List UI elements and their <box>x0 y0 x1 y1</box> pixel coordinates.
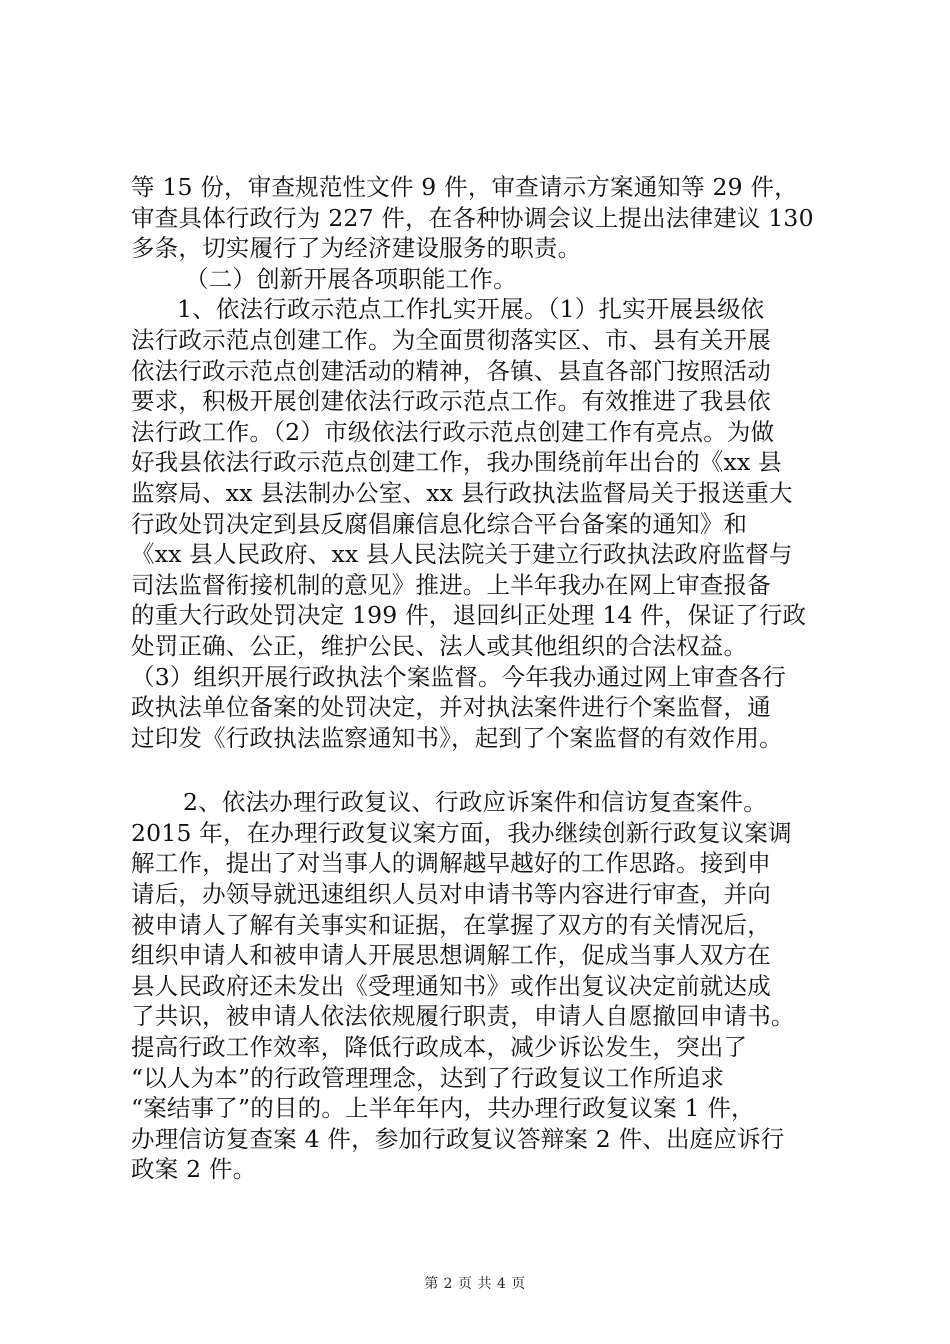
text-line: 要求，积极开展创建依法行政示范点工作。有效推进了我县依 <box>131 387 771 416</box>
text-line: 政案 2 件。 <box>131 1155 257 1184</box>
text-line: 组织申请人和被申请人开展思想调解工作，促成当事人双方在 <box>131 941 771 970</box>
text-line: 请后，办领导就迅速组织人员对申请书等内容进行审查，并向 <box>131 880 771 909</box>
text-line: 政执法单位备案的处罚决定，并对执法案件进行个案监督，通 <box>131 693 771 722</box>
text-line: 县人民政府还未发出《受理通知书》或作出复议决定前就达成 <box>131 971 771 1000</box>
paragraph-continued <box>131 172 831 264</box>
text-line: “案结事了”的目的。上半年年内，共办理行政复议案 1 件， <box>131 1094 755 1123</box>
text-line: 法行政示范点创建工作。为全面贯彻落实区、市、县有关开展 <box>131 325 771 354</box>
text-line: 等 15 份，审查规范性文件 9 件，审查请示方案通知等 29 件， <box>131 173 798 201</box>
text-line: 行政处罚决定到县反腐倡廉信息化综合平台备案的通知》和 <box>131 509 748 538</box>
text-line: 了共识，被申请人依法依规履行职责，申请人自愿撤回申请书。 <box>131 1002 795 1031</box>
paragraph-section-1 <box>131 294 831 753</box>
document-body <box>131 172 831 1185</box>
text-line: 过印发《行政执法监察通知书》，起到了个案监督的有效作用。 <box>131 723 783 752</box>
text-line: 多条，切实履行了为经济建设服务的职责。 <box>131 234 582 263</box>
text-line: 监察局、xx 县法制办公室、xx 县行政执法监督局关于报送重大 <box>131 478 793 507</box>
text-line: 《xx 县人民政府、xx 县人民法院关于建立行政执法政府监督与 <box>131 540 793 569</box>
text-line: 2、依法办理行政复议、行政应诉案件和信访复查案件。 <box>183 788 767 817</box>
text-line: 提高行政工作效率，降低行政成本，减少诉讼发生，突出了 <box>131 1033 748 1062</box>
text-line: 司法监督衔接机制的意见》推进。上半年我办在网上审查报备 <box>131 570 771 599</box>
text-line: （3）组织开展行政执法个案监督。今年我办通过网上审查各行 <box>131 662 787 691</box>
text-line: 审查具体行政行为 227 件，在各种协调会议上提出法律建议 130 <box>131 203 814 232</box>
text-line: 被申请人了解有关事实和证据，在掌握了双方的有关情况后， <box>131 910 771 939</box>
text-line: “以人为本”的行政管理理念，达到了行政复议工作所追求 <box>131 1063 725 1092</box>
text-line: 解工作，提出了对当事人的调解越早越好的工作思路。接到申 <box>131 849 771 878</box>
section-subheading: （二）创新开展各项职能工作。 <box>185 264 517 293</box>
paragraph-section-2 <box>131 787 831 1185</box>
text-line: 好我县依法行政示范点创建工作，我办围绕前年出台的《xx 县 <box>131 448 782 477</box>
text-line: 1、依法行政示范点工作扎实开展。（1）扎实开展县级依 <box>177 295 765 324</box>
text-line: 办理信访复查案 4 件，参加行政复议答辩案 2 件、出庭应诉行 <box>131 1124 785 1153</box>
text-line: 的重大行政处罚决定 199 件，退回纠正处理 14 件，保证了行政 <box>131 601 807 630</box>
text-line: 处罚正确、公正，维护公民、法人或其他组织的合法权益。 <box>131 631 748 660</box>
paragraph-gap <box>131 753 831 787</box>
text-line: 依法行政示范点创建活动的精神，各镇、县直各部门按照活动 <box>131 356 771 385</box>
text-line: 法行政工作。（2）市级依法行政示范点创建工作有亮点。为做 <box>131 417 775 446</box>
page-number-footer: 第 2 页 共 4 页 <box>424 1276 526 1292</box>
text-line: 2015 年，在办理行政复议案方面，我办继续创新行政复议案调 <box>131 818 792 847</box>
